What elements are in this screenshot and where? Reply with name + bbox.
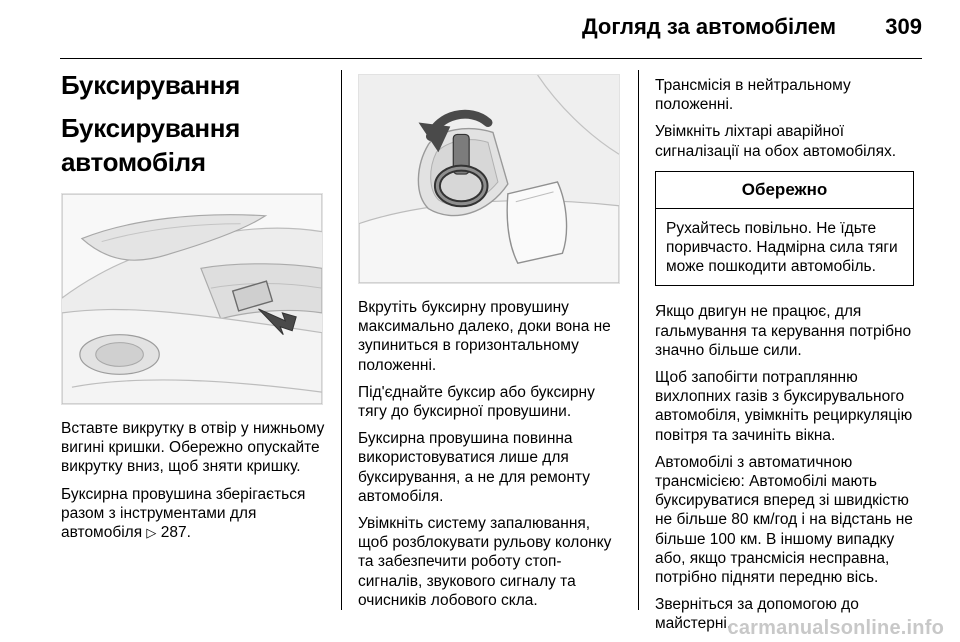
paragraph: Трансмісія в нейтральному положенні. <box>655 77 851 114</box>
caution-text: Рухайтесь повільно. Не їдьте поривчасто. Надмірна сила тяги може пошкодити автомобіль. <box>666 219 898 276</box>
column-3 <box>655 70 923 634</box>
column-divider-1 <box>341 70 342 610</box>
paragraph: Увімкніть систему запалювання, щоб розблокувати рульову колонку та забезпечити роботу стоп-сигналів, звукового сигналу та очисників лобового скла. <box>358 515 612 609</box>
paragraph: Щоб запобігти потраплянню вихлопних газів з буксирувального автомобіля, увімкніть рециркуляцію повітря та зачиніть вікна. <box>655 369 913 444</box>
page-number: 309 <box>885 14 922 39</box>
column-divider-2 <box>638 70 639 610</box>
bumper-cover-illustration <box>61 193 323 405</box>
paragraph: Буксирна провушина повинна використовуватися лише для буксирування, а не для ремонту автомобіля. <box>358 430 590 505</box>
chapter-title: Догляд за автомобілем <box>581 14 836 39</box>
paragraph: Автомобілі з автоматичною трансмісією: Автомобілі мають буксируватися вперед зі швидкістю не більше 80 км/год і на відстань не більше 100 км. В іншому випадку або, якщо трансмісія несправна, потрібно підняти передню вісь. <box>655 453 913 587</box>
paragraph: Вкрутіть буксирну провушину максимально далеко, доки вона не зупиниться в горизонтальному положенні. <box>358 299 611 374</box>
paragraph: Вставте викрутку в отвір у нижньому вигині кришки. Обережно опускайте викрутку вниз, щоб зняти кришку. <box>61 420 325 476</box>
subsection-title <box>61 111 326 179</box>
section-title: Буксирування <box>61 70 240 100</box>
paragraph <box>61 485 326 543</box>
paragraph: Якщо двигун не працює, для гальмування та керування потрібно значно більше сили. <box>655 303 912 359</box>
xref-arrow-icon[interactable]: ▷ <box>146 525 157 541</box>
subsection-title-line2: автомобіля <box>61 147 206 177</box>
paragraph-text: Буксирна провушина зберігається разом з інструментами для автомобіля <box>61 485 306 542</box>
column-2 <box>358 70 624 610</box>
subsection-title-line1: Буксирування <box>61 113 240 143</box>
page-reference-link[interactable]: 287. <box>160 524 191 542</box>
column-1 <box>61 70 326 542</box>
towing-eye-illustration <box>358 74 620 284</box>
watermark: carmanualsonline.info <box>727 617 944 639</box>
caution-box <box>655 171 914 287</box>
header-divider <box>60 58 922 59</box>
caution-heading: Обережно <box>656 172 913 209</box>
paragraph: Зверніться за допомогою до майстерні. <box>655 596 859 633</box>
paragraph: Під'єднайте буксир або буксирну тягу до буксирної провушини. <box>358 383 595 421</box>
paragraph: Увімкніть ліхтарі аварійної сигналізації на обох автомобілях. <box>655 123 897 160</box>
